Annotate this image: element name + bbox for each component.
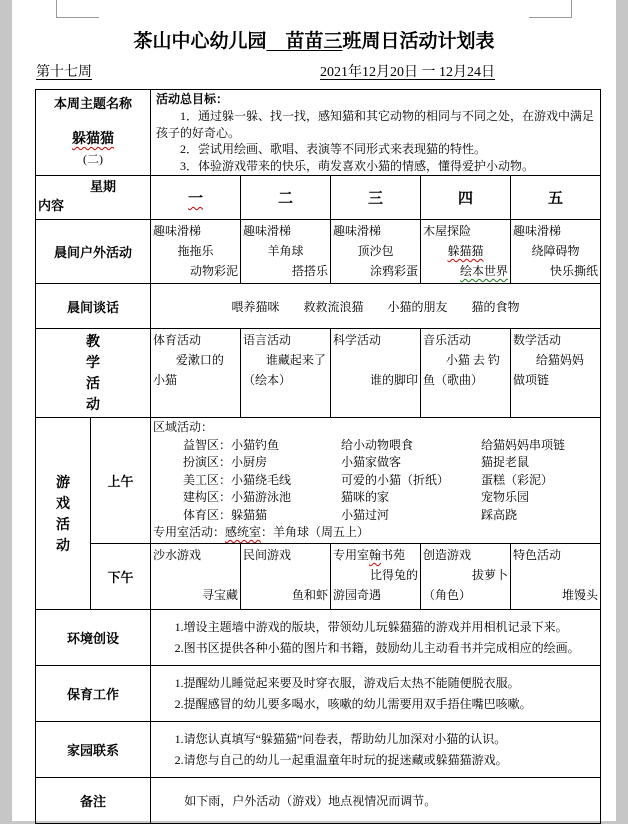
games-pm-thu: 创造游戏 拔萝卜 （角色） xyxy=(421,544,511,610)
row-morning-talk xyxy=(36,284,601,329)
teaching-mon: 体育活动 爱漱口的 小猫 xyxy=(151,329,241,418)
teaching-thu: 音乐活动 小猫 去 钓 鱼（歌曲） xyxy=(421,329,511,418)
home-item: 1.请您认真填写“躲猫猫”问卷表，帮助幼儿加深对小猫的认识。 xyxy=(174,731,507,746)
row-games-am xyxy=(36,418,601,544)
goals-cell xyxy=(151,90,601,176)
care-label: 保育工作 xyxy=(36,666,151,722)
remarks-label: 备注 xyxy=(36,778,151,824)
row-remarks xyxy=(36,778,601,824)
row-care xyxy=(36,666,601,722)
teaching-wed: 科学活动 谁的脚印 xyxy=(331,329,421,418)
weekday-content-header-cell xyxy=(36,176,151,220)
row-teaching xyxy=(36,329,601,418)
morning-outdoor-label: 晨间户外活动 xyxy=(36,220,151,284)
day-header-thu: 四 xyxy=(421,176,511,220)
morning-talk-label: 晨间谈话 xyxy=(36,284,151,329)
theme-cell xyxy=(36,90,151,176)
teaching-label: 教 学 活 动 xyxy=(36,329,151,418)
games-pm-fri: 特色活动 堆馒头 xyxy=(511,544,601,610)
teaching-fri: 数学活动 给猫妈妈 做项链 xyxy=(511,329,601,418)
home-item: 2.请您与自己的幼儿一起重温童年时玩的捉迷藏或躲猫猫游戏。 xyxy=(174,752,508,767)
home-label: 家园联系 xyxy=(36,722,151,778)
environment-item: 1.增设主题墙中游戏的版块，带领幼儿玩躲猫猫的游戏并用相机记录下来。 xyxy=(174,619,568,634)
morning-outdoor-mon: 趣味滑梯 拖拖乐 动物彩泥 xyxy=(151,220,241,284)
goals-heading: 活动总目标： xyxy=(156,92,229,106)
row-home xyxy=(36,722,601,778)
theme-name: 躲猫猫 xyxy=(72,132,114,147)
special-room-activity: 专用室活动：感统室：羊角球（周五上） xyxy=(153,525,370,539)
morning-outdoor-wed: 趣味滑梯 顶沙包 涂鸦彩蛋 xyxy=(331,220,421,284)
games-pm-wed: 专用室翰书苑 比得兔的 游园奇遇 xyxy=(331,544,421,610)
row-theme xyxy=(36,90,601,176)
title-class-name: 苗苗三 xyxy=(266,31,343,52)
document-page xyxy=(12,0,616,821)
goal-item: 3．体验游戏带来的快乐，萌发喜欢小猫的情感，懂得爱护小动物。 xyxy=(180,158,535,173)
crop-mark-top-left xyxy=(56,0,99,18)
title-suffix: 班周日活动计划表 xyxy=(342,31,495,52)
morning-outdoor-fri: 趣味滑梯 绕障碍物 快乐撕纸 xyxy=(511,220,601,284)
games-label: 游 戏 活 动 xyxy=(36,418,91,610)
remarks-content: 如下雨，户外活动（游戏）地点视情况而调节。 xyxy=(151,778,601,824)
date-range: 2021年12月20日 一 12月24日 xyxy=(320,65,495,80)
games-am-content xyxy=(151,418,601,544)
title-prefix: 茶山中心幼儿园 xyxy=(133,31,267,52)
home-content xyxy=(151,722,601,778)
care-content xyxy=(151,666,601,722)
area-row: 美工区：小猫绕毛线 可爱的小猫（折纸） 蛋糕（彩泥） xyxy=(183,472,554,487)
games-pm-tue: 民间游戏 鱼和虾 xyxy=(241,544,331,610)
area-row: 益智区：小猫钓鱼 给小动物喂食 给猫妈妈串项链 xyxy=(183,437,566,452)
goal-item: 1．通过躲一躲、找一找，感知猫和其它动物的相同与不同之处，在游戏中满足孩子的好奇心。 xyxy=(156,109,595,140)
meta-row xyxy=(12,61,616,85)
weekly-plan-table xyxy=(35,89,601,824)
goal-item: 2．尝试用绘画、歌唱、表演等不同形式来表现猫的特性。 xyxy=(180,142,487,156)
area-row: 扮演区：小厨房 小猫家做客 猫捉老鼠 xyxy=(183,455,530,469)
row-games-pm xyxy=(36,544,601,610)
day-header-wed: 三 xyxy=(331,176,421,220)
theme-label: 本周主题名称 xyxy=(54,96,133,111)
area-activities-heading: 区域活动： xyxy=(153,420,214,434)
area-row: 建构区：小猫游泳池 猫咪的家 宠物乐园 xyxy=(183,490,530,504)
morning-talk-topics: 喂养猫咪 救救流浪猫 小猫的朋友 猫的食物 xyxy=(151,284,601,329)
care-item: 2.提醒感冒的幼儿要多喝水，咳嗽的幼儿需要用双手捂住嘴巴咳嗽。 xyxy=(174,696,532,711)
games-pm-mon: 沙水游戏 寻宝藏 xyxy=(151,544,241,610)
morning-outdoor-tue: 趣味滑梯 羊角球 搭搭乐 xyxy=(241,220,331,284)
day-header-fri: 五 xyxy=(511,176,601,220)
care-item: 1.提醒幼儿睡觉起来要及时穿衣服，游戏后太热不能随便脱衣服。 xyxy=(174,675,520,690)
games-am-label: 上午 xyxy=(91,418,151,544)
area-row: 体育区：躲猫猫 小猫过河 踩高跷 xyxy=(183,507,518,522)
morning-outdoor-thu: 木屋探险 躲猫猫 绘本世界 xyxy=(421,220,511,284)
games-pm-label: 下午 xyxy=(91,544,151,610)
environment-content xyxy=(151,610,601,666)
teaching-tue: 语言活动 谁藏起来了 （绘本） xyxy=(241,329,331,418)
content-header-label: 内容 xyxy=(38,198,65,213)
weekday-header-label: 星期 xyxy=(90,179,117,194)
day-header-mon: 一 xyxy=(151,176,241,220)
theme-number: (二) xyxy=(83,152,103,166)
week-number: 第十七周 xyxy=(36,65,92,80)
environment-label: 环境创设 xyxy=(36,610,151,666)
environment-item: 2.图书区提供各种小猫的图片和书籍，鼓励幼儿主动看书并完成相应的绘画。 xyxy=(174,640,580,655)
row-weekday-header xyxy=(36,176,601,220)
day-header-tue: 二 xyxy=(241,176,331,220)
crop-mark-top-right xyxy=(529,0,572,18)
row-environment xyxy=(36,610,601,666)
document-title xyxy=(12,26,616,53)
row-morning-outdoor xyxy=(36,220,601,284)
